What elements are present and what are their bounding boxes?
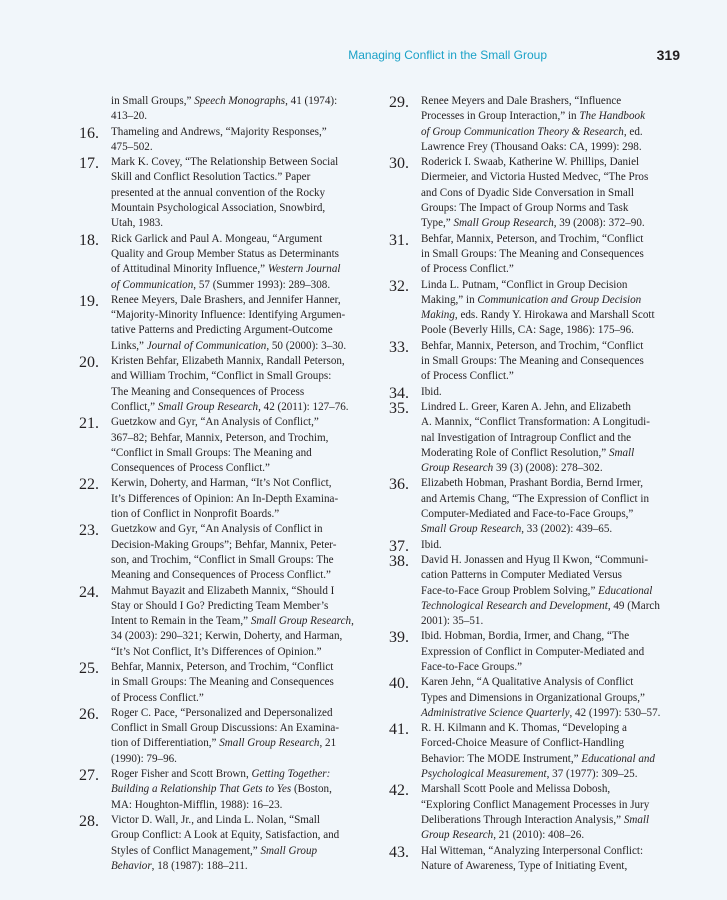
citation-text: David H. Jonassen and Hyug Il Kwon, “Communi- — [421, 553, 649, 566]
endnote-line — [421, 859, 683, 874]
endnote-number: 18. — [79, 231, 99, 249]
italic-title-text: Journal of Communication — [146, 339, 267, 352]
italic-title-text: Small Group — [260, 844, 318, 857]
citation-text: in Small Groups: The Meaning and Consequences — [421, 247, 644, 260]
endnote — [389, 476, 683, 537]
italic-title-text: Small Group Research — [157, 400, 259, 413]
citation-text: 413–20. — [111, 110, 148, 123]
citation-text: Diermeier, and Victoria Husted Medvec, “The Pros — [421, 171, 649, 184]
citation-text: of Process Conflict.” — [421, 263, 514, 276]
endnote — [79, 354, 365, 415]
endnote-line — [111, 216, 365, 231]
endnote-number: 32. — [389, 277, 409, 295]
endnote-number: 42. — [389, 782, 409, 800]
endnote-line — [111, 599, 365, 614]
endnote-number: 22. — [79, 476, 99, 494]
endnote-line — [111, 278, 365, 293]
endnote-number: 16. — [79, 124, 99, 142]
citation-text: (1990): 79–96. — [111, 752, 177, 765]
endnote-line — [421, 538, 683, 553]
endnote-line — [421, 813, 683, 828]
citation-text: Kerwin, Doherty, and Harman, “It’s Not Conflict, — [111, 477, 332, 490]
citation-text: son, and Trochim, “Conflict in Small Groups: The — [111, 553, 334, 566]
endnote-line — [111, 170, 365, 185]
endnote-number: 33. — [389, 338, 409, 356]
italic-title-text: Communication and Group Decision — [477, 293, 642, 306]
endnote-line — [421, 323, 683, 338]
endnote-line — [111, 522, 365, 537]
citation-text: Renee Meyers and Dale Brashers, “Influence — [421, 95, 622, 107]
citation-text: presented at the annual convention of the Rocky — [111, 186, 326, 199]
italic-title-text: Psychological Measurement — [421, 768, 547, 781]
endnote-line — [111, 140, 365, 155]
endnote-line — [421, 599, 683, 614]
citation-text: tion of Differentiation,” — [111, 737, 220, 750]
endnote-line — [111, 813, 365, 828]
italic-title-text: Small Group Research — [219, 737, 320, 750]
endnote-line — [111, 691, 365, 706]
endnote-line — [111, 629, 365, 644]
citation-text: The Meaning and Consequences of Process — [111, 385, 305, 398]
italic-title-text: Small — [608, 446, 635, 459]
endnote-line — [421, 446, 683, 461]
endnote-line — [421, 431, 683, 446]
citation-text: , 33 (2002): 439–65. — [521, 523, 613, 536]
endnote-line — [421, 125, 683, 140]
citation-text: , 39 (2008): 372–90. — [553, 217, 645, 230]
italic-title-text: Technological Research and Development — [421, 599, 608, 612]
endnote-line — [421, 629, 683, 644]
endnote — [389, 338, 683, 385]
italic-title-text: Group Research — [421, 462, 494, 475]
citation-text: and Cons of Dyadic Side Conversation in Small — [421, 186, 634, 199]
endnote-line — [111, 553, 365, 568]
endnote-line — [111, 155, 365, 170]
endnote-line — [111, 415, 365, 430]
citation-text: Roger Fisher and Scott Brown, — [111, 768, 252, 781]
citation-text: Mountain Psychological Association, Snowbird, — [111, 202, 326, 215]
endnote-line — [111, 125, 365, 140]
endnote-line — [421, 170, 683, 185]
endnote-number: 19. — [79, 292, 99, 310]
endnote-line — [111, 262, 365, 277]
citation-text: Skill and Conflict Resolution Tactics.” Paper — [111, 171, 311, 184]
citation-text: A. Mannix, “Conflict Transformation: A Longitudi- — [421, 416, 650, 429]
italic-title-text: Speech Monographs — [194, 95, 286, 107]
endnote-line — [111, 767, 365, 782]
endnote-line — [111, 859, 365, 874]
endnote — [389, 384, 683, 402]
endnote-line — [111, 584, 365, 599]
endnote-line — [421, 507, 683, 522]
endnote-line — [111, 339, 365, 354]
citation-text: , 42 (2011): 127–76. — [258, 400, 349, 413]
citation-text: , 57 (Summer 1993): 289–308. — [193, 278, 331, 291]
citation-text: “Conflict in Small Groups: The Meaning and — [111, 446, 312, 459]
endnote-number: 26. — [79, 705, 99, 723]
citation-text: Processes in Group Interaction,” in — [421, 110, 580, 123]
citation-text: Nature of Awareness, Type of Initiating Event, — [421, 859, 628, 872]
citation-text: “Majority-Minority Influence: Identifying Argumen- — [111, 309, 346, 322]
citation-text: , — [351, 615, 354, 628]
endnote-number: 23. — [79, 522, 99, 540]
endnote — [79, 476, 365, 522]
citation-text: Kristen Behfar, Elizabeth Mannix, Randall Peterson, — [111, 355, 345, 368]
endnote — [389, 675, 683, 721]
italic-title-text: Behavior — [111, 859, 152, 872]
citation-text: Meaning and Consequences of Process Conflict.” — [111, 569, 331, 582]
citation-text: Forced-Choice Measure of Conflict-Handling — [421, 737, 625, 750]
endnote — [389, 552, 683, 629]
endnote-number: 27. — [79, 767, 99, 785]
endnote-line — [421, 262, 683, 277]
endnote-line — [111, 247, 365, 262]
citation-text: , ed. — [623, 125, 643, 138]
endnote — [103, 94, 365, 125]
endnote-line — [421, 278, 683, 293]
endnote — [79, 292, 365, 354]
citation-text: Victor D. Wall, Jr., and Linda L. Nolan, “Small — [111, 813, 320, 826]
citation-text: , 37 (1977): 309–25. — [546, 768, 638, 781]
citation-text: Stay or Should I Go? Predicting Team Member’s — [111, 599, 329, 612]
endnote-number: 40. — [389, 675, 409, 693]
endnote-line — [111, 798, 365, 813]
citation-text: , 21 (2010): 408–26. — [493, 829, 585, 842]
citation-text: Expression of Conflict in Computer-Mediated and — [421, 645, 645, 658]
endnote-line — [111, 752, 365, 767]
citation-text: Elizabeth Hobman, Prashant Bordia, Bernd Irmer, — [421, 477, 643, 490]
endnote-number: 39. — [389, 629, 409, 647]
citation-text: Mark K. Covey, “The Relationship Between Social — [111, 156, 339, 169]
citation-text: Links,” — [111, 339, 147, 352]
citation-text: Decision-Making Groups”; Behfar, Mannix, Peter- — [111, 538, 337, 551]
italic-title-text: Getting Together: — [251, 768, 331, 781]
endnote-line — [111, 568, 365, 583]
endnote-number: 21. — [79, 415, 99, 433]
endnote-number: 36. — [389, 476, 409, 494]
endnote — [389, 94, 683, 155]
endnote — [389, 399, 683, 476]
citation-text: Face-to-Face Groups.” — [421, 660, 523, 673]
endnote-line — [421, 293, 683, 308]
citation-text: in Small Groups,” — [111, 95, 195, 107]
endnote-line — [111, 400, 365, 415]
citation-text: tion of Conflict in Nonprofit Boards.” — [111, 508, 280, 521]
endnote-line — [111, 201, 365, 216]
endnote-line — [111, 736, 365, 751]
citation-text: of Process Conflict.” — [421, 370, 514, 383]
citation-text: , eds. Randy Y. Hirokawa and Marshall Scott — [454, 309, 655, 322]
endnote-line — [421, 767, 683, 782]
citation-text: Group Conflict: A Look at Equity, Satisfaction, and — [111, 829, 340, 842]
citation-text: in Small Groups: The Meaning and Consequences — [421, 355, 644, 368]
citation-text: Guetzkow and Gyr, “An Analysis of Conflict,” — [111, 416, 319, 429]
endnote-line — [421, 828, 683, 843]
endnote-line — [421, 308, 683, 323]
citation-text: 39 (3) (2008): 278–302. — [493, 462, 603, 475]
endnote-number: 24. — [79, 583, 99, 601]
citation-text: 367–82; Behfar, Mannix, Peterson, and Trochim, — [111, 431, 329, 444]
endnote — [79, 155, 365, 231]
endnote-line — [421, 339, 683, 354]
endnote-line — [111, 476, 365, 491]
endnote-number: 41. — [389, 721, 409, 739]
endnote-line — [421, 109, 683, 124]
endnote — [79, 415, 365, 476]
citation-text: Behfar, Mannix, Peterson, and Trochim, “Conflict — [421, 339, 644, 352]
endnote-number: 17. — [79, 155, 99, 173]
endnote-number: 43. — [389, 843, 409, 861]
endnote-line — [111, 645, 365, 660]
endnote — [389, 843, 683, 875]
endnote — [79, 767, 365, 813]
endnote-line — [421, 201, 683, 216]
endnote — [79, 659, 365, 706]
citation-text: Linda L. Putnam, “Conflict in Group Decision — [421, 278, 628, 291]
italic-title-text: Small — [623, 813, 650, 826]
citation-text: nal Investigation of Intragroup Conflict and the — [421, 431, 632, 444]
citation-text: Computer-Mediated and Face-to-Face Groups,” — [421, 508, 634, 521]
citation-text: , 21 — [319, 737, 337, 750]
citation-text: It’s Differences of Opinion: An In-Depth Examina- — [111, 492, 339, 505]
italic-title-text: of Group Communication Theory & Research — [421, 125, 624, 138]
citation-text: MA: Houghton-Mifflin, 1988): 16–23. — [111, 798, 283, 811]
citation-text: of Attitudinal Minority Influence,” — [111, 263, 268, 276]
endnote — [389, 721, 683, 782]
citation-text: Poole (Beverly Hills, CA: Sage, 1986): 175–96. — [421, 324, 634, 337]
endnote-line — [111, 675, 365, 690]
endnote-line — [421, 492, 683, 507]
citation-text: Face-to-Face Group Problem Solving,” — [421, 584, 599, 597]
italic-title-text: Educational — [598, 584, 653, 597]
citation-text: in Small Groups: The Meaning and Consequences — [111, 676, 334, 689]
citation-text: “It’s Not Conflict, It’s Differences of Opinion.” — [111, 645, 322, 658]
endnote-line — [421, 614, 683, 629]
citation-text: Renee Meyers, Dale Brashers, and Jennifer Hanner, — [111, 293, 341, 306]
endnote-line — [111, 446, 365, 461]
citation-text: 2001): 35–51. — [421, 615, 484, 628]
endnote-line — [421, 782, 683, 797]
endnote-line — [111, 293, 365, 308]
citation-text: Lindred L. Greer, Karen A. Jehn, and Elizabeth — [421, 400, 631, 413]
italic-title-text: of Communication — [111, 278, 194, 291]
endnote-line — [111, 354, 365, 369]
endnote-line — [111, 782, 365, 797]
citation-text: 34 (2003): 290–321; Kerwin, Doherty, and Harman, — [111, 630, 343, 643]
endnote-line — [111, 507, 365, 522]
citation-text: Guetzkow and Gyr, “An Analysis of Conflict in — [111, 523, 323, 536]
endnote-line — [421, 568, 683, 583]
endnote-line — [421, 400, 683, 415]
citation-text: 475–502. — [111, 140, 153, 153]
citation-text: Karen Jehn, “A Qualitative Analysis of Conflict — [421, 676, 634, 689]
citation-text: Roderick I. Swaab, Katherine W. Phillips, Daniel — [421, 156, 640, 169]
endnote-number: 29. — [389, 94, 409, 111]
citation-text: Conflict,” — [111, 400, 158, 413]
page-number: 319 — [656, 47, 680, 63]
endnote-line — [421, 232, 683, 247]
citation-text: Deliberations Through Interaction Analysis,” — [421, 813, 624, 826]
citation-text: Marshall Scott Poole and Melissa Dobosh, — [421, 783, 611, 796]
citation-text: , 18 (1987): 188–211. — [151, 859, 248, 872]
citation-text: Consequences of Process Conflict.” — [111, 462, 270, 475]
endnote-line — [421, 660, 683, 675]
endnote-line — [111, 186, 365, 201]
citation-text: Mahmut Bayazit and Elizabeth Mannix, “Should I — [111, 584, 335, 597]
endnote-number: 28. — [79, 812, 99, 830]
endnote — [79, 583, 365, 660]
endnote-line — [111, 538, 365, 553]
endnote-line — [421, 736, 683, 751]
citation-text: Moderating Role of Conflict Resolution,” — [421, 446, 609, 459]
endnote-number: 30. — [389, 155, 409, 173]
endnote-line — [111, 323, 365, 338]
citation-text: Making,” in — [421, 293, 478, 306]
endnote — [79, 124, 365, 156]
citation-text: cation Patterns in Computer Mediated Versus — [421, 569, 622, 582]
endnote — [79, 705, 365, 767]
endnote-line — [421, 140, 683, 155]
endnote-line — [111, 844, 365, 859]
endnote-line — [421, 844, 683, 859]
endnote-line — [111, 369, 365, 384]
endnote — [79, 231, 365, 293]
citation-text: Ibid. Hobman, Bordia, Irmer, and Chang, “The — [421, 630, 630, 643]
endnote — [389, 155, 683, 231]
citation-text: (Boston, — [291, 783, 332, 796]
endnote-number: 25. — [79, 659, 99, 677]
italic-title-text: Educational and — [581, 752, 655, 765]
citation-text: Types and Dimensions in Organizational Groups,” — [421, 691, 645, 704]
citation-text: Lawrence Frey (Thousand Oaks: CA, 1999): 298. — [421, 140, 642, 153]
endnote-line — [421, 461, 683, 476]
header-title: Managing Conflict in the Small Group — [348, 48, 547, 62]
citation-text: Ibid. — [421, 538, 442, 551]
endnote — [79, 812, 365, 874]
citation-text: and Artemis Chang, “The Expression of Conflict in — [421, 492, 649, 505]
endnote-number: 35. — [389, 399, 409, 417]
endnote — [389, 231, 683, 278]
italic-title-text: Administrative Science Quarterly — [421, 706, 570, 719]
citation-text: and William Trochim, “Conflict in Small Groups: — [111, 370, 332, 383]
italic-title-text: Small Group Research — [453, 217, 554, 230]
citation-text: Styles of Conflict Management,” — [111, 844, 261, 857]
endnote-line — [421, 186, 683, 201]
endnote-line — [421, 752, 683, 767]
endnote-line — [421, 155, 683, 170]
endnote-line — [421, 247, 683, 262]
endnote-line — [421, 553, 683, 568]
endnote-line — [111, 461, 365, 476]
endnote-line — [421, 354, 683, 369]
italic-title-text: Western Journal — [267, 263, 341, 276]
citation-text: “Exploring Conflict Management Processes in Jury — [421, 798, 650, 811]
endnote-line — [111, 431, 365, 446]
endnote-line — [421, 721, 683, 736]
citation-text: Behavior: The MODE Instrument,” — [421, 752, 582, 765]
endnote-number: 37. — [389, 537, 409, 555]
citation-text: Ibid. — [421, 385, 442, 398]
notes-column-right — [389, 94, 683, 874]
endnote-line — [111, 109, 365, 124]
endnote-number: 20. — [79, 354, 99, 372]
endnote-line — [421, 645, 683, 660]
endnote-line — [111, 614, 365, 629]
endnote-line — [111, 308, 365, 323]
italic-title-text: Small Group Research — [250, 615, 352, 628]
endnote-line — [421, 385, 683, 400]
endnote-line — [421, 584, 683, 599]
citation-text: , 41 (1974): — [285, 95, 338, 107]
endnote-line — [421, 476, 683, 491]
citation-text: Hal Witteman, “Analyzing Interpersonal Conflict: — [421, 844, 644, 857]
citation-text: R. H. Kilmann and K. Thomas, “Developing a — [421, 722, 627, 735]
endnote-line — [421, 691, 683, 706]
italic-title-text: Making — [421, 309, 455, 322]
citation-text: Rick Garlick and Paul A. Mongeau, “Argument — [111, 232, 323, 245]
citation-text: Groups: The Impact of Group Norms and Task — [421, 202, 629, 215]
endnote-line — [111, 232, 365, 247]
endnote — [389, 537, 683, 555]
endnote-line — [421, 94, 683, 109]
endnote-line — [111, 660, 365, 675]
citation-text: Utah, 1983. — [111, 217, 164, 230]
endnote — [389, 277, 683, 339]
notes-column-left — [79, 94, 365, 874]
citation-text: tative Patterns and Predicting Argument-Outcome — [111, 324, 333, 337]
citation-text: , 42 (1997): 530–57. — [569, 706, 661, 719]
endnote-line — [111, 721, 365, 736]
citation-text: of Process Conflict.” — [111, 691, 204, 704]
endnote-line — [421, 675, 683, 690]
citation-text: Conflict in Small Group Discussions: An Examina- — [111, 722, 340, 735]
citation-text: Quality and Group Member Status as Determinants — [111, 247, 339, 260]
endnote-line — [421, 706, 683, 721]
endnote-line — [421, 415, 683, 430]
endnote-line — [111, 492, 365, 507]
italic-title-text: Small Group Research — [421, 523, 522, 536]
citation-text: Thameling and Andrews, “Majority Responses,” — [111, 125, 327, 138]
italic-title-text: Group Research — [421, 829, 494, 842]
citation-text: Intent to Remain in the Team,” — [111, 615, 251, 628]
citation-text: Type,” — [421, 217, 454, 230]
endnote — [389, 782, 683, 843]
endnote-line — [421, 522, 683, 537]
endnote-line — [111, 385, 365, 400]
italic-title-text: The Handbook — [579, 110, 645, 123]
citation-text: , 50 (2000): 3–30. — [266, 339, 347, 352]
endnote — [389, 629, 683, 675]
citation-text: Behfar, Mannix, Peterson, and Trochim, “Conflict — [421, 232, 644, 245]
endnote-line — [421, 798, 683, 813]
endnote-number: 34. — [389, 384, 409, 402]
citation-text: , 49 (March — [607, 599, 660, 612]
endnote-line — [421, 216, 683, 231]
citation-text: Roger C. Pace, “Personalized and Depersonalized — [111, 706, 333, 719]
endnote-number: 31. — [389, 231, 409, 249]
citation-text: Behfar, Mannix, Peterson, and Trochim, “Conflict — [111, 660, 334, 673]
endnote-line — [111, 706, 365, 721]
endnote-number: 38. — [389, 552, 409, 570]
italic-title-text: Building a Relationship That Gets to Yes — [111, 783, 292, 796]
endnote-line — [421, 369, 683, 384]
endnote-line — [111, 828, 365, 843]
endnote — [79, 522, 365, 583]
endnote-line — [111, 94, 365, 109]
